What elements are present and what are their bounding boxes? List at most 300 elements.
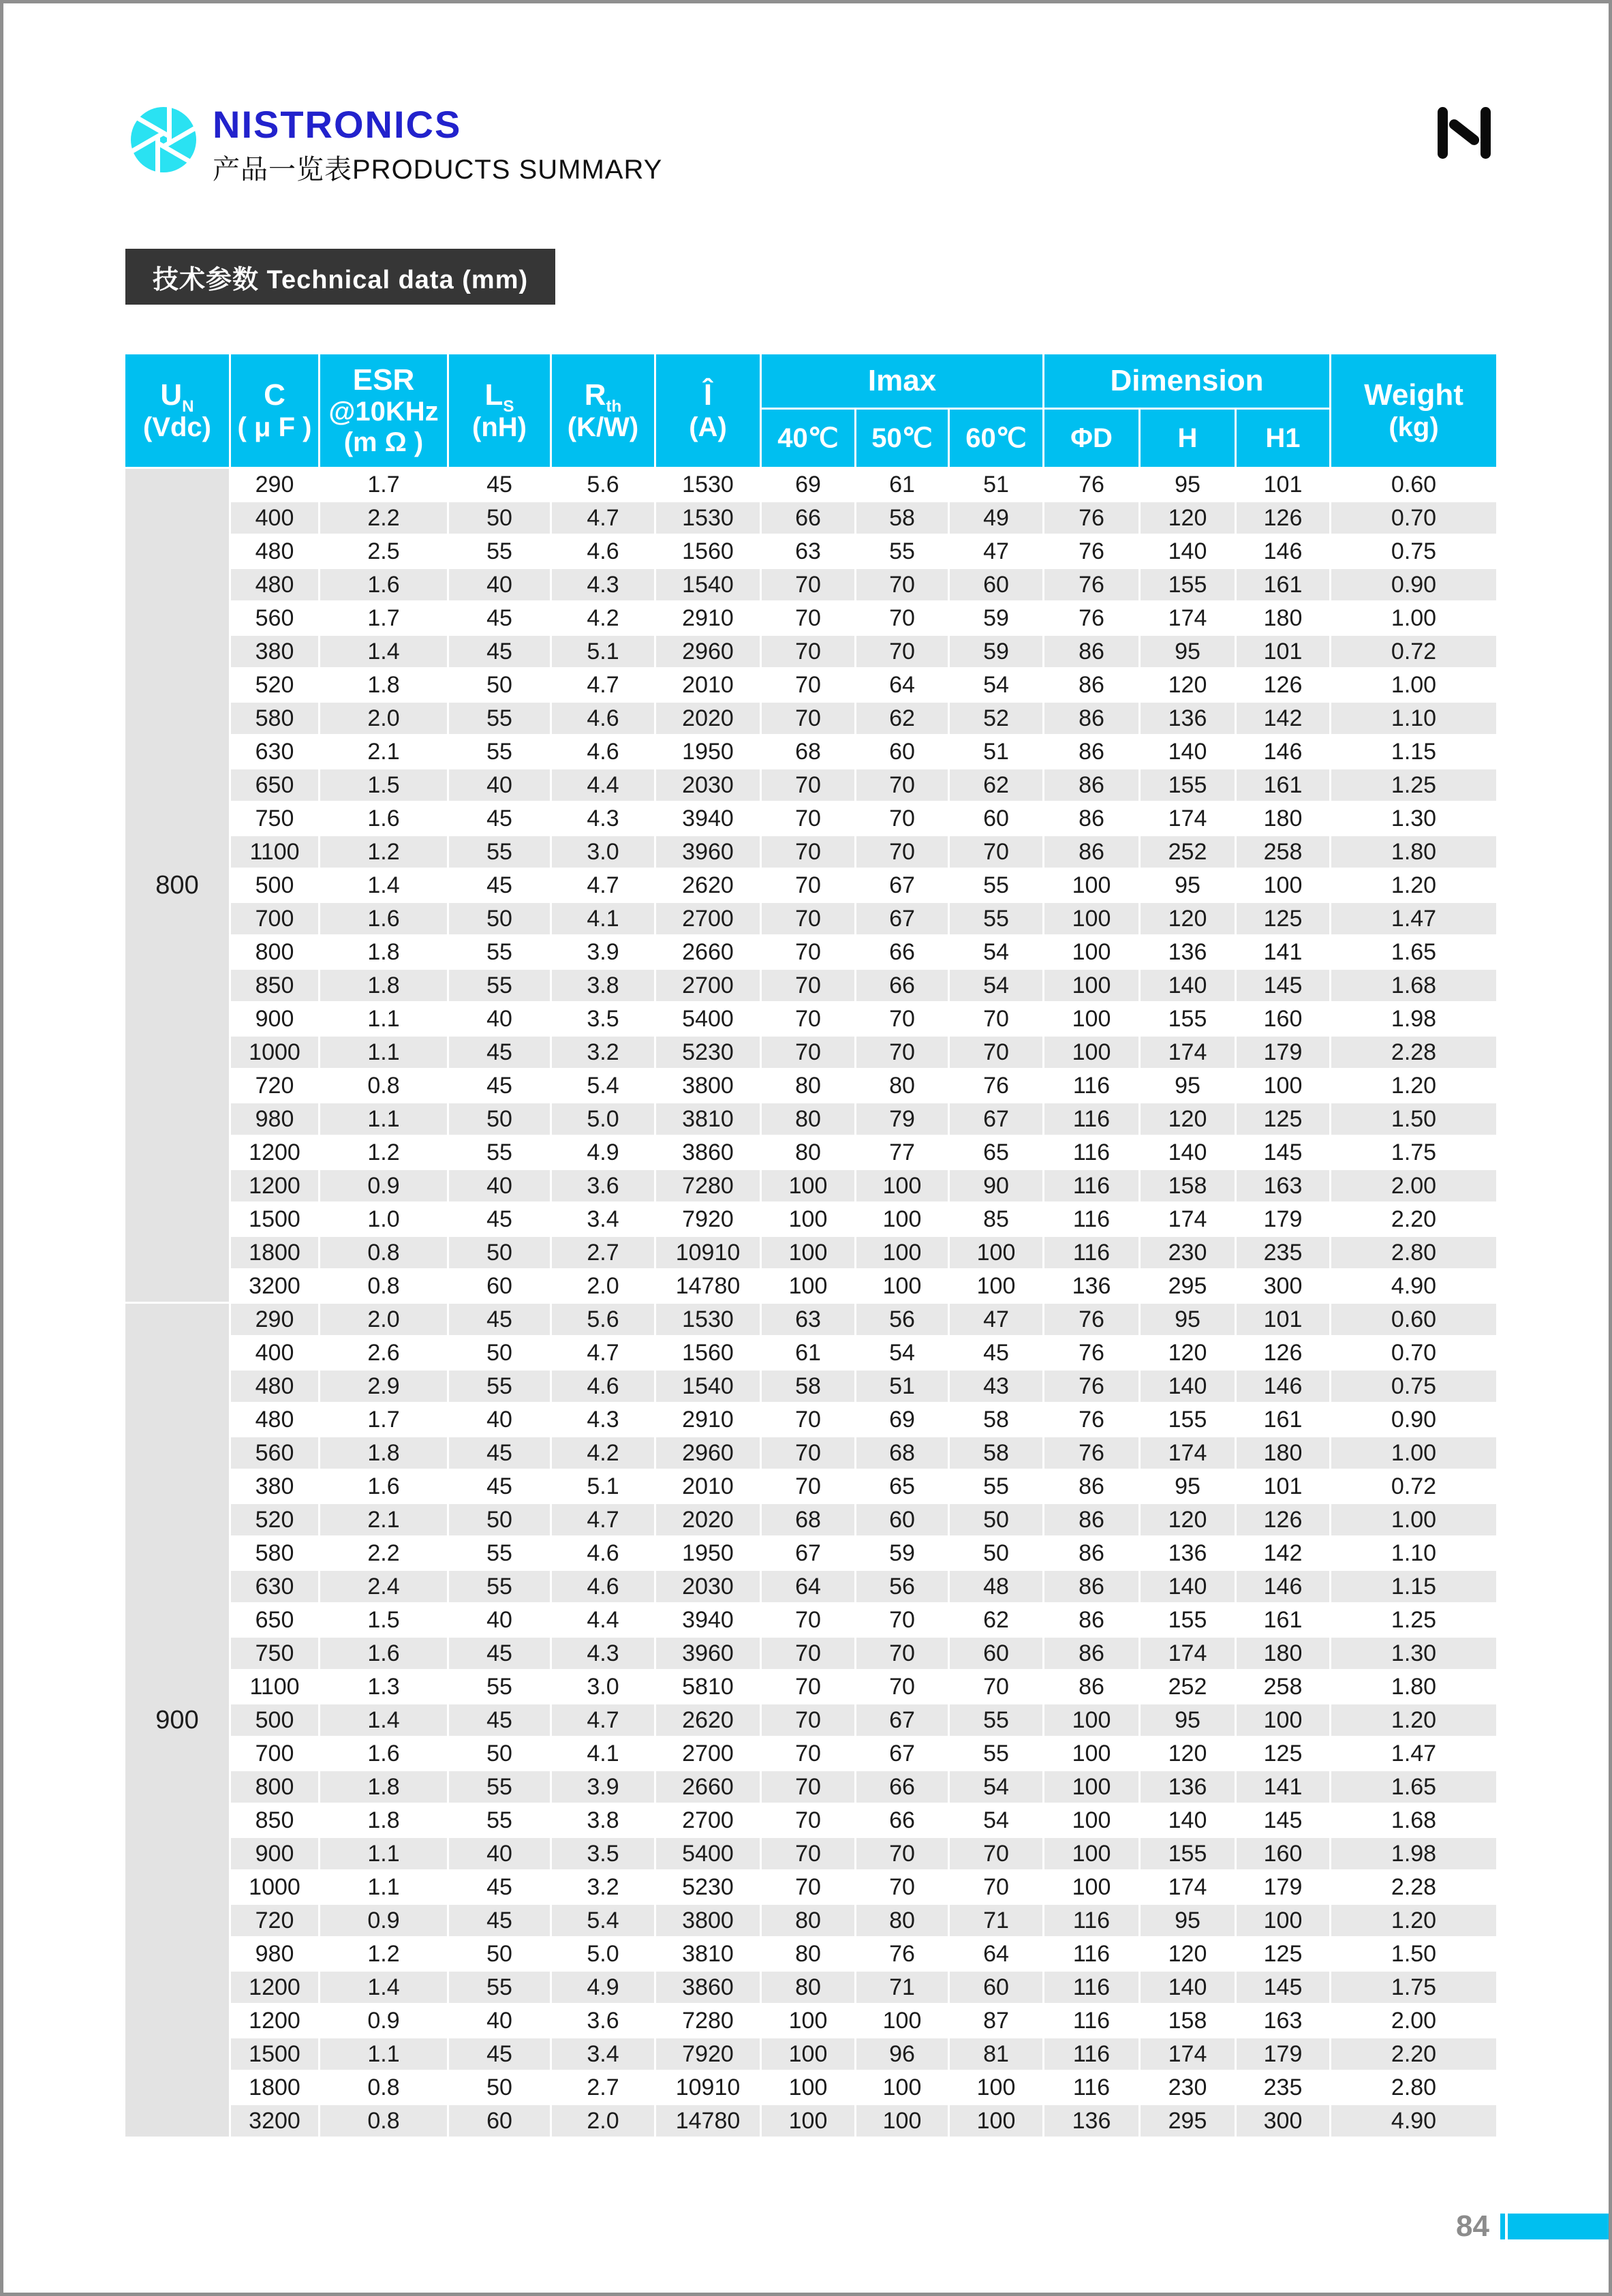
table-cell: 80 [856, 1905, 948, 1936]
table-cell: 3940 [656, 803, 760, 834]
table-cell: 0.8 [320, 1070, 447, 1101]
table-cell: 2.28 [1331, 1037, 1496, 1068]
table-cell: 136 [1044, 1270, 1138, 1302]
table-cell: 3.6 [552, 2005, 654, 2036]
table-cell: 76 [1044, 569, 1138, 600]
table-cell: 0.60 [1331, 469, 1496, 500]
table-cell: 258 [1237, 836, 1329, 868]
table-cell: 52 [950, 703, 1042, 734]
table-cell: 70 [762, 636, 854, 667]
table-cell: 100 [950, 1270, 1042, 1302]
col-header-imax-40c: 40℃ [762, 410, 854, 467]
col-header-imax-60c: 60℃ [950, 410, 1042, 467]
table-cell: 54 [950, 1771, 1042, 1803]
table-cell: 14780 [656, 1270, 760, 1302]
table-cell: 55 [449, 703, 550, 734]
table-cell: 5.0 [552, 1938, 654, 1970]
table-cell: 100 [1044, 1738, 1138, 1769]
table-cell: 5400 [656, 1838, 760, 1869]
table-cell: 1.50 [1331, 1103, 1496, 1135]
table-cell: 70 [856, 769, 948, 801]
n-monogram-icon [1438, 107, 1491, 159]
table-cell: 300 [1237, 1270, 1329, 1302]
table-cell: 120 [1141, 1103, 1235, 1135]
table-cell: 174 [1141, 1037, 1235, 1068]
table-cell: 580 [231, 1537, 318, 1569]
table-cell: 50 [449, 1103, 550, 1135]
table-cell: 1.7 [320, 469, 447, 500]
table-cell: 3.2 [552, 1037, 654, 1068]
table-cell: 1.8 [320, 936, 447, 968]
table-cell: 1.10 [1331, 1537, 1496, 1569]
table-cell: 5.1 [552, 1471, 654, 1502]
col-header-rth: $R_{th}$ (K/W) [552, 354, 654, 467]
table-cell: 70 [950, 836, 1042, 868]
table-cell: 650 [231, 769, 318, 801]
table-cell: 70 [762, 1471, 854, 1502]
table-cell: 180 [1237, 602, 1329, 634]
col-header-capacitance: C ( μ F ) [231, 354, 318, 467]
table-cell: 60 [449, 1270, 550, 1302]
table-cell: 47 [950, 536, 1042, 567]
table-cell: 70 [856, 569, 948, 600]
table-cell: 50 [449, 1237, 550, 1268]
table-cell: 3.9 [552, 936, 654, 968]
footer-accent-bar [1508, 2214, 1609, 2239]
table-cell: 1.5 [320, 769, 447, 801]
table-cell: 4.6 [552, 736, 654, 767]
table-cell: 1.6 [320, 1471, 447, 1502]
table-cell: 480 [231, 569, 318, 600]
table-cell: 1.7 [320, 602, 447, 634]
table-cell: 630 [231, 1571, 318, 1602]
table-cell: 86 [1044, 703, 1138, 734]
table-cell: 1.75 [1331, 1972, 1496, 2003]
table-cell: 0.60 [1331, 1304, 1496, 1335]
table-cell: 86 [1044, 1504, 1138, 1535]
table-cell: 116 [1044, 1938, 1138, 1970]
table-cell: 40 [449, 1404, 550, 1435]
table-cell: 40 [449, 1003, 550, 1035]
table-cell: 1800 [231, 2072, 318, 2103]
table-cell: 45 [449, 1638, 550, 1669]
table-cell: 10910 [656, 1237, 760, 1268]
table-cell: 45 [449, 1037, 550, 1068]
table-cell: 1.1 [320, 1871, 447, 1903]
table-cell: 40 [449, 569, 550, 600]
table-cell: 64 [856, 669, 948, 701]
table-cell: 1.4 [320, 870, 447, 901]
table-cell: 70 [950, 1671, 1042, 1702]
table-cell: 126 [1237, 1504, 1329, 1535]
table-cell: 70 [762, 870, 854, 901]
table-cell: 116 [1044, 1170, 1138, 1201]
table-cell: 76 [1044, 1371, 1138, 1402]
table-cell: 62 [950, 1604, 1042, 1636]
table-cell: 45 [449, 1871, 550, 1903]
table-cell: 45 [449, 2038, 550, 2070]
table-cell: 146 [1237, 736, 1329, 767]
table-cell: 50 [449, 1738, 550, 1769]
table-cell: 76 [1044, 536, 1138, 567]
table-cell: 66 [856, 970, 948, 1001]
table-cell: 55 [449, 936, 550, 968]
table-cell: 1.2 [320, 1137, 447, 1168]
table-cell: 4.6 [552, 1537, 654, 1569]
table-cell: 1.80 [1331, 1671, 1496, 1702]
table-cell: 55 [856, 536, 948, 567]
table-cell: 120 [1141, 502, 1235, 534]
table-cell: 136 [1044, 2105, 1138, 2137]
table-cell: 142 [1237, 1537, 1329, 1569]
table-cell: 70 [856, 1037, 948, 1068]
table-cell: 126 [1237, 502, 1329, 534]
table-cell: 3.9 [552, 1771, 654, 1803]
table-cell: 100 [856, 2005, 948, 2036]
table-cell: 160 [1237, 1838, 1329, 1869]
table-cell: 70 [762, 970, 854, 1001]
table-cell: 62 [950, 769, 1042, 801]
table-cell: 179 [1237, 1871, 1329, 1903]
table-cell: 2.7 [552, 1237, 654, 1268]
table-cell: 720 [231, 1070, 318, 1101]
table-cell: 3810 [656, 1938, 760, 1970]
table-cell: 80 [856, 1070, 948, 1101]
table-cell: 71 [856, 1972, 948, 2003]
table-cell: 0.72 [1331, 1471, 1496, 1502]
table-cell: 70 [762, 1604, 854, 1636]
table-cell: 2.5 [320, 536, 447, 567]
table-cell: 1.98 [1331, 1003, 1496, 1035]
table-cell: 0.90 [1331, 1404, 1496, 1435]
col-header-imax: Imax [762, 354, 1042, 408]
table-cell: 4.3 [552, 569, 654, 600]
table-cell: 125 [1237, 1738, 1329, 1769]
table-cell: 1.65 [1331, 936, 1496, 968]
table-cell: 100 [1044, 1704, 1138, 1736]
table-cell: 45 [449, 1070, 550, 1101]
table-cell: 100 [1237, 1704, 1329, 1736]
table-cell: 136 [1141, 703, 1235, 734]
table-cell: 100 [950, 1237, 1042, 1268]
table-cell: 1.65 [1331, 1771, 1496, 1803]
table-cell: 55 [449, 1537, 550, 1569]
table-cell: 2.1 [320, 1504, 447, 1535]
table-cell: 500 [231, 1704, 318, 1736]
table-cell: 160 [1237, 1003, 1329, 1035]
table-cell: 80 [762, 1972, 854, 2003]
table-cell: 400 [231, 502, 318, 534]
table-cell: 4.6 [552, 1371, 654, 1402]
table-cell: 86 [1044, 636, 1138, 667]
table-cell: 2620 [656, 1704, 760, 1736]
table-cell: 70 [856, 636, 948, 667]
table-cell: 3.0 [552, 836, 654, 868]
table-cell: 67 [856, 1704, 948, 1736]
table-cell: 2960 [656, 636, 760, 667]
table-cell: 1200 [231, 1137, 318, 1168]
table-cell: 116 [1044, 1237, 1138, 1268]
table-cell: 45 [950, 1337, 1042, 1368]
table-cell: 4.4 [552, 1604, 654, 1636]
table-cell: 70 [856, 836, 948, 868]
table-cell: 4.3 [552, 1404, 654, 1435]
table-cell: 86 [1044, 736, 1138, 767]
table-cell: 235 [1237, 2072, 1329, 2103]
table-cell: 1.2 [320, 1938, 447, 1970]
table-cell: 1.80 [1331, 836, 1496, 868]
table-cell: 1.20 [1331, 870, 1496, 901]
table-cell: 40 [449, 1604, 550, 1636]
table-cell: 163 [1237, 2005, 1329, 2036]
table-cell: 55 [449, 836, 550, 868]
table-cell: 179 [1237, 2038, 1329, 2070]
table-cell: 54 [950, 936, 1042, 968]
table-cell: 70 [762, 803, 854, 834]
table-cell: 65 [856, 1471, 948, 1502]
table-cell: 120 [1141, 903, 1235, 934]
table-cell: 520 [231, 1504, 318, 1535]
table-cell: 2910 [656, 602, 760, 634]
table-cell: 2700 [656, 903, 760, 934]
table-cell: 2.80 [1331, 1237, 1496, 1268]
table-cell: 5.0 [552, 1103, 654, 1135]
table-cell: 4.6 [552, 1571, 654, 1602]
table-cell: 0.8 [320, 2072, 447, 2103]
table-cell: 101 [1237, 1304, 1329, 1335]
table-cell: 116 [1044, 2072, 1138, 2103]
col-header-weight: Weight (kg) [1331, 354, 1496, 467]
table-cell: 95 [1141, 1471, 1235, 1502]
col-header-diameter: ΦD [1044, 410, 1138, 467]
table-cell: 86 [1044, 669, 1138, 701]
table-cell: 4.7 [552, 1337, 654, 1368]
table-cell: 63 [762, 1304, 854, 1335]
table-cell: 3.5 [552, 1003, 654, 1035]
table-cell: 43 [950, 1371, 1042, 1402]
table-cell: 1.00 [1331, 1504, 1496, 1535]
col-header-un: $U_N$ (Vdc) [125, 354, 229, 467]
table-cell: 100 [856, 1270, 948, 1302]
table-cell: 100 [762, 2105, 854, 2137]
table-cell: 55 [449, 536, 550, 567]
table-cell: 116 [1044, 1070, 1138, 1101]
table-cell: 2700 [656, 970, 760, 1001]
table-cell: 1.20 [1331, 1070, 1496, 1101]
table-cell: 1.8 [320, 1805, 447, 1836]
table-cell: 2.2 [320, 1537, 447, 1569]
table-cell: 70 [762, 1771, 854, 1803]
table-cell: 145 [1237, 1972, 1329, 2003]
table-cell: 4.2 [552, 602, 654, 634]
table-cell: 45 [449, 1905, 550, 1936]
col-header-peak-current: Î (A) [656, 354, 760, 467]
table-cell: 54 [950, 669, 1042, 701]
table-cell: 55 [449, 1972, 550, 2003]
table-cell: 50 [449, 1337, 550, 1368]
table-cell: 141 [1237, 1771, 1329, 1803]
table-cell: 80 [762, 1103, 854, 1135]
table-cell: 50 [449, 502, 550, 534]
table-cell: 64 [950, 1938, 1042, 1970]
table-cell: 95 [1141, 1704, 1235, 1736]
table-cell: 3.4 [552, 2038, 654, 2070]
table-cell: 1100 [231, 1671, 318, 1702]
table-cell: 4.7 [552, 502, 654, 534]
table-cell: 7920 [656, 1204, 760, 1235]
table-cell: 174 [1141, 1871, 1235, 1903]
table-cell: 2910 [656, 1404, 760, 1435]
table-cell: 141 [1237, 936, 1329, 968]
table-cell: 2020 [656, 1504, 760, 1535]
table-cell: 4.2 [552, 1437, 654, 1469]
table-cell: 1540 [656, 569, 760, 600]
table-cell: 100 [762, 1270, 854, 1302]
table-cell: 40 [449, 769, 550, 801]
table-cell: 70 [762, 1871, 854, 1903]
table-cell: 1100 [231, 836, 318, 868]
table-cell: 2010 [656, 669, 760, 701]
table-cell: 76 [1044, 1304, 1138, 1335]
table-cell: 64 [762, 1571, 854, 1602]
table-cell: 69 [856, 1404, 948, 1435]
table-cell: 55 [449, 1137, 550, 1168]
table-cell: 70 [762, 903, 854, 934]
table-cell: 1.47 [1331, 1738, 1496, 1769]
table-cell: 87 [950, 2005, 1042, 2036]
table-cell: 3800 [656, 1070, 760, 1101]
page-footer [3, 2209, 1609, 2243]
table-cell: 1500 [231, 1204, 318, 1235]
brand-name: NISTRONICS [213, 103, 462, 146]
col-header-ls: $L_S$ (nH) [449, 354, 550, 467]
table-cell: 2030 [656, 769, 760, 801]
table-cell: 3.5 [552, 1838, 654, 1869]
table-cell: 1.15 [1331, 736, 1496, 767]
table-cell: 3860 [656, 1137, 760, 1168]
table-cell: 95 [1141, 1304, 1235, 1335]
table-cell: 1.1 [320, 1003, 447, 1035]
table-cell: 60 [950, 803, 1042, 834]
table-cell: 252 [1141, 1671, 1235, 1702]
table-cell: 1.6 [320, 1738, 447, 1769]
table-cell: 155 [1141, 1838, 1235, 1869]
table-cell: 100 [762, 1204, 854, 1235]
col-header-height1: H1 [1237, 410, 1329, 467]
table-cell: 70 [762, 769, 854, 801]
table-cell: 54 [950, 970, 1042, 1001]
table-cell: 1.30 [1331, 1638, 1496, 1669]
table-cell: 76 [856, 1938, 948, 1970]
table-cell: 1.00 [1331, 602, 1496, 634]
table-cell: 76 [1044, 502, 1138, 534]
page-number: 84 [1456, 2209, 1489, 2243]
table-cell: 1.15 [1331, 1571, 1496, 1602]
table-cell: 95 [1141, 870, 1235, 901]
aperture-logo-icon [129, 106, 198, 174]
table-cell: 720 [231, 1905, 318, 1936]
table-cell: 100 [1237, 1905, 1329, 1936]
table-cell: 146 [1237, 1371, 1329, 1402]
table-cell: 1.4 [320, 636, 447, 667]
table-cell: 86 [1044, 769, 1138, 801]
table-cell: 50 [449, 1938, 550, 1970]
table-cell: 161 [1237, 569, 1329, 600]
table-cell: 1.20 [1331, 1704, 1496, 1736]
table-cell: 2.28 [1331, 1871, 1496, 1903]
table-cell: 68 [856, 1437, 948, 1469]
table-cell: 1.75 [1331, 1137, 1496, 1168]
table-cell: 1.8 [320, 1771, 447, 1803]
table-cell: 700 [231, 903, 318, 934]
table-cell: 3810 [656, 1103, 760, 1135]
table-cell: 136 [1141, 1771, 1235, 1803]
table-cell: 1.3 [320, 1671, 447, 1702]
table-cell: 3800 [656, 1905, 760, 1936]
table-cell: 95 [1141, 469, 1235, 500]
table-cell: 295 [1141, 2105, 1235, 2137]
table-cell: 100 [1237, 1070, 1329, 1101]
table-cell: 2.6 [320, 1337, 447, 1368]
table-cell: 59 [856, 1537, 948, 1569]
table-cell: 58 [950, 1437, 1042, 1469]
table-cell: 100 [856, 1170, 948, 1201]
table-cell: 100 [762, 1237, 854, 1268]
table-cell: 68 [762, 1504, 854, 1535]
table-cell: 1.6 [320, 903, 447, 934]
table-cell: 140 [1141, 970, 1235, 1001]
table-cell: 174 [1141, 803, 1235, 834]
table-cell: 95 [1141, 1070, 1235, 1101]
table-cell: 1540 [656, 1371, 760, 1402]
table-cell: 66 [856, 1771, 948, 1803]
table-cell: 65 [950, 1137, 1042, 1168]
table-cell: 55 [449, 1671, 550, 1702]
table-cell: 1.1 [320, 1103, 447, 1135]
table-cell: 120 [1141, 669, 1235, 701]
table-cell: 2.00 [1331, 1170, 1496, 1201]
table-cell: 76 [1044, 1437, 1138, 1469]
table-cell: 85 [950, 1204, 1042, 1235]
table-cell: 116 [1044, 2005, 1138, 2036]
table-cell: 1.50 [1331, 1938, 1496, 1970]
table-cell: 145 [1237, 1805, 1329, 1836]
table-cell: 2.7 [552, 2072, 654, 2103]
table-cell: 120 [1141, 1738, 1235, 1769]
table-cell: 125 [1237, 1938, 1329, 1970]
table-cell: 800 [231, 1771, 318, 1803]
table-cell: 1560 [656, 536, 760, 567]
table-cell: 3940 [656, 1604, 760, 1636]
table-cell: 45 [449, 602, 550, 634]
table-cell: 66 [762, 502, 854, 534]
table-cell: 86 [1044, 1604, 1138, 1636]
table-cell: 140 [1141, 736, 1235, 767]
table-cell: 155 [1141, 1604, 1235, 1636]
table-cell: 295 [1141, 1270, 1235, 1302]
table-cell: 1950 [656, 1537, 760, 1569]
table-cell: 55 [449, 1371, 550, 1402]
table-cell: 1500 [231, 2038, 318, 2070]
table-cell: 5.6 [552, 1304, 654, 1335]
table-cell: 2620 [656, 870, 760, 901]
table-cell: 380 [231, 636, 318, 667]
table-cell: 180 [1237, 803, 1329, 834]
table-cell: 7280 [656, 1170, 760, 1201]
table-cell: 1.1 [320, 2038, 447, 2070]
table-cell: 80 [762, 1137, 854, 1168]
section-title: 技术参数 Technical data (mm) [153, 265, 529, 294]
